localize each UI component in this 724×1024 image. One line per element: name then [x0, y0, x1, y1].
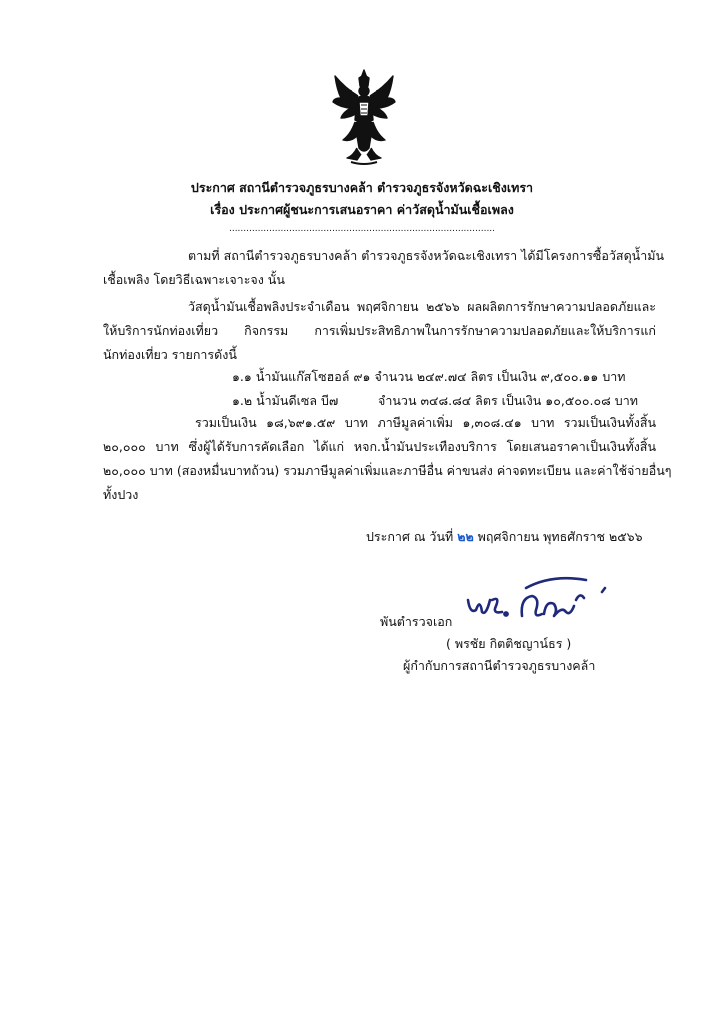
- announcement-title: ประกาศ สถานีตำรวจภูธรบางคล้า ตำรวจภูธรจังหวัดฉะเชิงเทรา: [190, 180, 534, 195]
- header-separator: .............................................................................................: [228, 224, 496, 234]
- paragraph-1-line-2: เชื้อเพลิง โดยวิธีเฉพาะเจาะจง นั้น: [103, 272, 285, 287]
- signatory-name: ( พรชัย กิตติชญาน์ธร ): [446, 636, 572, 651]
- paragraph-3-line-2: ๒๐,๐๐๐ บาท ซึ่งผู้ได้รับการคัดเลือก ได้แก่ หจก.น้ำมันประเทืองบริการ โดยเสนอราคาเป็นเงินทั้งสิ้น: [103, 439, 656, 454]
- item-diesel-b7: ๑.๒ น้ำมันดีเซล บี๗ จำนวน ๓๔๘.๘๔ ลิตร เป็นเงิน ๑๐,๕๐๐.๐๘ บาท: [232, 393, 638, 408]
- date-day: ๒๒: [457, 529, 474, 544]
- handwritten-signature: [462, 570, 622, 628]
- paragraph-3-line-4: ทั้งปวง: [103, 487, 139, 502]
- announcement-date: [366, 527, 643, 547]
- paragraph-3-line-1: รวมเป็นเงิน ๑๘,๖๙๑.๕๙ บาท ภาษีมูลค่าเพิ่ม ๑,๓๐๘.๔๑ บาท รวมเป็นเงินทั้งสิ้น: [195, 415, 656, 430]
- signatory-position: ผู้กำกับการสถานีตำรวจภูธรบางคล้า: [403, 658, 596, 673]
- date-prefix: ประกาศ ณ วันที่: [366, 529, 458, 544]
- garuda-emblem-icon: [331, 68, 397, 166]
- paragraph-2-line-1: วัสดุน้ำมันเชื้อพลิงประจำเดือน พฤศจิกายน ๒๕๖๖ ผลผลิตการรักษาความปลอดภัยและ: [188, 299, 656, 314]
- signatory-rank: พันตำรวจเอก: [380, 614, 453, 629]
- paragraph-2-line-2: ให้บริการนักท่องเที่ยว กิจกรรม การเพิ่มประสิทธิภาพในการรักษาความปลอดภัยและให้บริการแก่: [103, 323, 656, 338]
- paragraph-2-line-3: นักท่องเที่ยว รายการดังนี้: [103, 347, 237, 362]
- date-suffix: พฤศจิกายน พุทธศักราช ๒๕๖๖: [473, 529, 643, 544]
- item-gasohol-91: ๑.๑ น้ำมันแก๊สโซฮอล์ ๙๑ จำนวน ๒๔๙.๗๔ ลิตร เป็นเงิน ๙,๕๐๐.๑๑ บาท: [232, 369, 626, 384]
- announcement-subject: เรื่อง ประกาศผู้ชนะการเสนอราคา ค่าวัสดุน้ำมันเชื้อเพลง: [210, 202, 514, 217]
- paragraph-1-line-1: ตามที่ สถานีตำรวจภูธรบางคล้า ตำรวจภูธรจังหวัดฉะเชิงเทรา ได้มีโครงการซื้อวัสดุน้ำมัน: [188, 248, 665, 263]
- paragraph-3-line-3: ๒๐,๐๐๐ บาท (สองหมื่นบาทถ้วน) รวมภาษีมูลค่าเพิ่มและภาษีอื่น ค่าขนส่ง ค่าจดทะเบียน และค่าใช้จ่ายอื่นๆ: [103, 463, 672, 478]
